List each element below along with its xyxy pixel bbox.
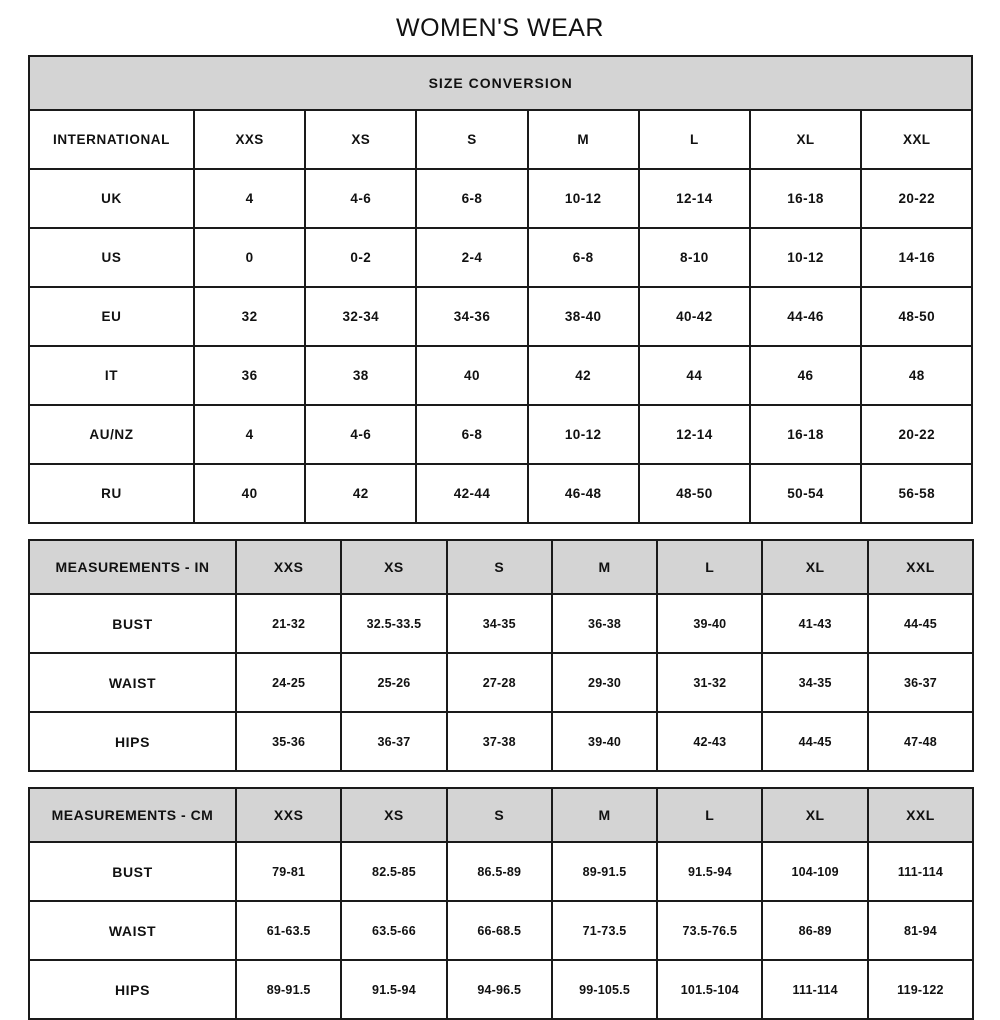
cell: 24-25 xyxy=(236,653,341,712)
meas-cm-header-xxl: XXL xyxy=(868,788,973,842)
table-row xyxy=(29,287,972,346)
cell: 89-91.5 xyxy=(236,960,341,1019)
row-label: WAIST xyxy=(29,901,236,960)
cell: 21-32 xyxy=(236,594,341,653)
cell: 0 xyxy=(194,228,305,287)
meas-in-header-l: L xyxy=(657,540,762,594)
row-label: HIPS xyxy=(29,712,236,771)
cell: 36-37 xyxy=(868,653,973,712)
cell: 89-91.5 xyxy=(552,842,657,901)
table-row xyxy=(29,594,973,653)
meas-cm-header-xs: XS xyxy=(341,788,446,842)
cell: 40 xyxy=(416,346,527,405)
meas-in-header-s: S xyxy=(447,540,552,594)
cell: 91.5-94 xyxy=(341,960,446,1019)
cell: 0-2 xyxy=(305,228,416,287)
cell: 32 xyxy=(194,287,305,346)
cell: 44-45 xyxy=(762,712,867,771)
cell: 25-26 xyxy=(341,653,446,712)
cell: 10-12 xyxy=(528,169,639,228)
meas-in-header-xl: XL xyxy=(762,540,867,594)
row-label: UK xyxy=(29,169,194,228)
cell: 34-35 xyxy=(762,653,867,712)
cell: 99-105.5 xyxy=(552,960,657,1019)
cell: 91.5-94 xyxy=(657,842,762,901)
cell: 6-8 xyxy=(416,169,527,228)
cell: 2-4 xyxy=(416,228,527,287)
measurements-cm-table xyxy=(28,787,974,1020)
table-row-header xyxy=(29,788,973,842)
cell: 31-32 xyxy=(657,653,762,712)
cell: 79-81 xyxy=(236,842,341,901)
cell: 101.5-104 xyxy=(657,960,762,1019)
meas-cm-header-xxs: XXS xyxy=(236,788,341,842)
cell: 35-36 xyxy=(236,712,341,771)
meas-in-header-title: MEASUREMENTS - IN xyxy=(29,540,236,594)
cell: 42-44 xyxy=(416,464,527,523)
cell: 6-8 xyxy=(528,228,639,287)
cell: 39-40 xyxy=(552,712,657,771)
cell: 86-89 xyxy=(762,901,867,960)
row-label: US xyxy=(29,228,194,287)
cell: 66-68.5 xyxy=(447,901,552,960)
conv-header-s: S xyxy=(416,110,527,169)
cell: 34-35 xyxy=(447,594,552,653)
cell: 46 xyxy=(750,346,861,405)
cell: 47-48 xyxy=(868,712,973,771)
conv-header-xs: XS xyxy=(305,110,416,169)
cell: 16-18 xyxy=(750,405,861,464)
cell: 4 xyxy=(194,405,305,464)
cell: 40-42 xyxy=(639,287,750,346)
cell: 36 xyxy=(194,346,305,405)
table-row xyxy=(29,712,973,771)
cell: 32-34 xyxy=(305,287,416,346)
cell: 4-6 xyxy=(305,169,416,228)
meas-in-header-xxl: XXL xyxy=(868,540,973,594)
meas-cm-header-m: M xyxy=(552,788,657,842)
cell: 10-12 xyxy=(528,405,639,464)
table-row xyxy=(29,346,972,405)
cell: 14-16 xyxy=(861,228,972,287)
cell: 34-36 xyxy=(416,287,527,346)
cell: 37-38 xyxy=(447,712,552,771)
table-row xyxy=(29,228,972,287)
cell: 12-14 xyxy=(639,405,750,464)
cell: 111-114 xyxy=(762,960,867,1019)
cell: 39-40 xyxy=(657,594,762,653)
cell: 40 xyxy=(194,464,305,523)
table-row-header xyxy=(29,110,972,169)
cell: 42 xyxy=(528,346,639,405)
conv-header-l: L xyxy=(639,110,750,169)
cell: 48-50 xyxy=(639,464,750,523)
row-label: AU/NZ xyxy=(29,405,194,464)
cell: 44-45 xyxy=(868,594,973,653)
cell: 41-43 xyxy=(762,594,867,653)
row-label: HIPS xyxy=(29,960,236,1019)
cell: 20-22 xyxy=(861,405,972,464)
conv-header-xxs: XXS xyxy=(194,110,305,169)
cell: 63.5-66 xyxy=(341,901,446,960)
meas-in-header-xs: XS xyxy=(341,540,446,594)
conv-header-international: INTERNATIONAL xyxy=(29,110,194,169)
conv-header-m: M xyxy=(528,110,639,169)
table-row xyxy=(29,464,972,523)
cell: 12-14 xyxy=(639,169,750,228)
conv-header-xl: XL xyxy=(750,110,861,169)
table-row xyxy=(29,169,972,228)
cell: 44 xyxy=(639,346,750,405)
cell: 16-18 xyxy=(750,169,861,228)
cell: 6-8 xyxy=(416,405,527,464)
cell: 104-109 xyxy=(762,842,867,901)
cell: 56-58 xyxy=(861,464,972,523)
cell: 20-22 xyxy=(861,169,972,228)
table-row xyxy=(29,960,973,1019)
cell: 61-63.5 xyxy=(236,901,341,960)
cell: 81-94 xyxy=(868,901,973,960)
cell: 36-37 xyxy=(341,712,446,771)
cell: 4-6 xyxy=(305,405,416,464)
cell: 42 xyxy=(305,464,416,523)
row-label: BUST xyxy=(29,594,236,653)
table-row xyxy=(29,405,972,464)
row-label: EU xyxy=(29,287,194,346)
cell: 38-40 xyxy=(528,287,639,346)
size-conversion-banner: SIZE CONVERSION xyxy=(29,56,972,110)
meas-in-header-xxs: XXS xyxy=(236,540,341,594)
table-row xyxy=(29,901,973,960)
cell: 111-114 xyxy=(868,842,973,901)
cell: 50-54 xyxy=(750,464,861,523)
meas-cm-header-xl: XL xyxy=(762,788,867,842)
size-chart-page xyxy=(0,14,1000,1014)
cell: 119-122 xyxy=(868,960,973,1019)
cell: 71-73.5 xyxy=(552,901,657,960)
conv-header-xxl: XXL xyxy=(861,110,972,169)
cell: 82.5-85 xyxy=(341,842,446,901)
size-conversion-table xyxy=(28,55,973,524)
cell: 27-28 xyxy=(447,653,552,712)
cell: 8-10 xyxy=(639,228,750,287)
row-label: WAIST xyxy=(29,653,236,712)
row-label: RU xyxy=(29,464,194,523)
row-label: IT xyxy=(29,346,194,405)
table-row-banner xyxy=(29,56,972,110)
meas-cm-header-s: S xyxy=(447,788,552,842)
cell: 73.5-76.5 xyxy=(657,901,762,960)
cell: 32.5-33.5 xyxy=(341,594,446,653)
table-row xyxy=(29,653,973,712)
cell: 48 xyxy=(861,346,972,405)
cell: 42-43 xyxy=(657,712,762,771)
cell: 10-12 xyxy=(750,228,861,287)
measurements-inches-table xyxy=(28,539,974,772)
page-title: WOMEN'S WEAR xyxy=(396,14,604,42)
cell: 48-50 xyxy=(861,287,972,346)
cell: 44-46 xyxy=(750,287,861,346)
row-label: BUST xyxy=(29,842,236,901)
meas-cm-header-title: MEASUREMENTS - CM xyxy=(29,788,236,842)
cell: 86.5-89 xyxy=(447,842,552,901)
meas-in-header-m: M xyxy=(552,540,657,594)
cell: 38 xyxy=(305,346,416,405)
table-row-header xyxy=(29,540,973,594)
cell: 46-48 xyxy=(528,464,639,523)
cell: 29-30 xyxy=(552,653,657,712)
cell: 36-38 xyxy=(552,594,657,653)
table-row xyxy=(29,842,973,901)
meas-cm-header-l: L xyxy=(657,788,762,842)
cell: 4 xyxy=(194,169,305,228)
cell: 94-96.5 xyxy=(447,960,552,1019)
